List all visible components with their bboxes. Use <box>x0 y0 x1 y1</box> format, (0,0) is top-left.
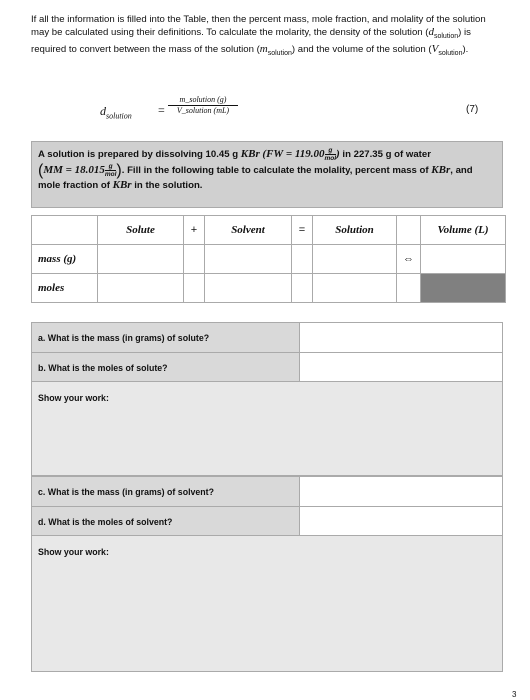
data-table <box>31 215 506 303</box>
mm-unit-fraction: g mol <box>104 162 117 178</box>
moles-equals-spacer <box>292 274 313 303</box>
fw-unit-fraction: g mol <box>324 147 337 162</box>
answer-b-field[interactable] <box>300 353 502 382</box>
intro-text-4: ). <box>462 44 469 56</box>
volume-symbol: V <box>431 43 439 56</box>
question-row <box>32 323 502 353</box>
header-solvent: Solvent <box>205 216 292 245</box>
density-equation <box>100 95 420 125</box>
moles-solution-cell[interactable] <box>313 274 397 303</box>
header-solute: Solute <box>98 216 184 245</box>
question-row <box>32 477 502 507</box>
answer-d-field[interactable] <box>300 507 502 536</box>
table-row <box>32 274 506 303</box>
kbr-formula: KBr <box>240 148 260 161</box>
moles-spacer <box>397 274 421 303</box>
equation-fraction <box>168 95 238 115</box>
mass-subscript: solution <box>267 50 292 58</box>
equation-equals: = <box>158 103 165 117</box>
mass-equals-spacer <box>292 245 313 274</box>
header-plus: + <box>184 216 205 245</box>
question-b-label: b. What is the moles of solute? <box>32 353 300 382</box>
mass-solute-cell[interactable] <box>98 245 184 274</box>
intro-text-2: ) is required to convert between the mass of the solution ( <box>31 27 471 56</box>
header-empty <box>32 216 98 245</box>
header-spacer <box>397 216 421 245</box>
answer-c-field[interactable] <box>300 477 502 506</box>
row-label-mass: mass (g) <box>32 245 98 274</box>
volume-subscript: solution <box>438 50 463 58</box>
moles-solvent-cell[interactable] <box>205 274 292 303</box>
mass-plus-spacer <box>184 245 205 274</box>
volume-cell[interactable] <box>421 245 506 274</box>
question-d-label: d. What is the moles of solvent? <box>32 507 300 536</box>
question-a-label: a. What is the mass (in grams) of solute? <box>32 323 300 352</box>
question-row <box>32 507 502 536</box>
intro-paragraph <box>31 13 503 60</box>
equation-numerator: m_solution (g) <box>168 95 238 106</box>
show-work-label: Show your work: <box>38 393 109 403</box>
mass-solution-cell[interactable] <box>313 245 397 274</box>
row-label-moles: moles <box>32 274 98 303</box>
questions-cd <box>31 476 503 537</box>
header-volume: Volume (L) <box>421 216 506 245</box>
questions-ab <box>31 322 503 383</box>
intro-text-3: ) and the volume of the solution ( <box>291 44 432 56</box>
work-area-2[interactable] <box>31 535 503 672</box>
mass-symbol: m <box>259 43 268 56</box>
question-c-label: c. What is the mass (in grams) of solvent? <box>32 477 300 506</box>
mass-solvent-cell[interactable] <box>205 245 292 274</box>
equation-lhs: $d_{solution}$ <box>100 104 132 121</box>
double-arrow-icon: ⇔ <box>397 245 421 274</box>
answer-a-field[interactable] <box>300 323 502 352</box>
equation-number: (7) <box>466 104 479 115</box>
problem-statement: A solution is prepared by dissolving 10.45 g KBr (FW = 119.00 g mol ) in 227.35 g of water (MM = 18.015 g mol ). Fill in the following table to calculate the molality, percent mass of KBr, and mole fraction of KBr in the solution. <box>31 141 503 208</box>
question-row <box>32 353 502 382</box>
table-header-row <box>32 216 506 245</box>
table-row <box>32 245 506 274</box>
show-work-label: Show your work: <box>38 547 109 557</box>
moles-solute-cell[interactable] <box>98 274 184 303</box>
equation-denominator: V_solution (mL) <box>176 106 230 115</box>
density-symbol: d <box>428 26 434 39</box>
moles-plus-spacer <box>184 274 205 303</box>
header-equals: = <box>292 216 313 245</box>
moles-volume-shaded-cell <box>421 274 506 303</box>
intro-text-1: If all the information is filled into the Table, then the percent mass, mole fraction, and molality of the solution may be calculated using their definitions. To calculate the molarity, the density of the solution ( <box>31 14 486 39</box>
header-solution: Solution <box>313 216 397 245</box>
page-number: 3 <box>512 690 517 699</box>
density-subscript: solution <box>433 33 459 41</box>
work-area-1[interactable] <box>31 381 503 476</box>
